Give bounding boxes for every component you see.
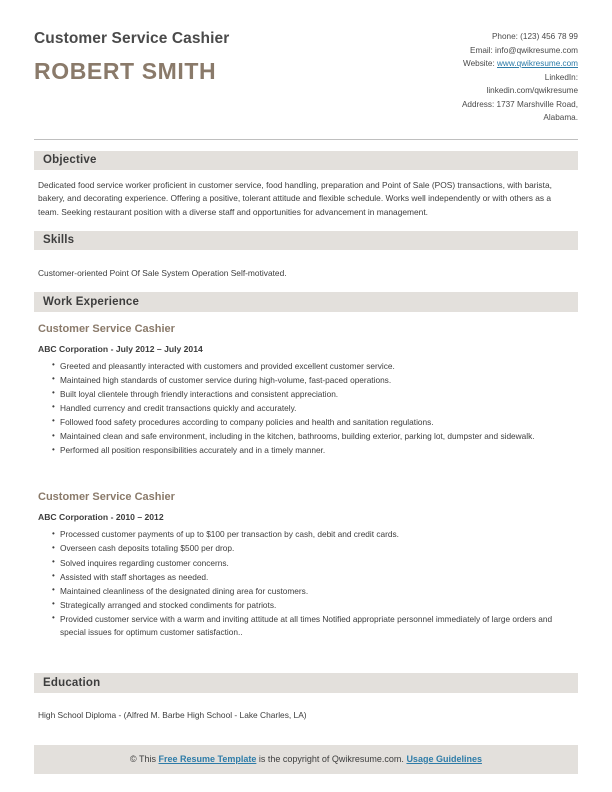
footer-middle: is the copyright of Qwikresume.com. [256, 753, 407, 764]
section-header-education [34, 673, 578, 693]
work-entry-bullets [38, 528, 574, 638]
list-item: • Maintained clean and safe environment, including in the kitchen, bathrooms, building exterior, parking lot, dumpster and sidewalk. [52, 430, 574, 443]
work-entry-company: ABC Corporation - July 2012 – July 2014 [38, 343, 203, 354]
entry-spacer [34, 458, 578, 480]
section-title-skills: Skills [43, 234, 75, 247]
list-item: • Built loyal clientele through friendly interactions and consistent appreciation. [52, 388, 574, 401]
contact-linkedin-label: LinkedIn: [544, 72, 578, 82]
list-item: • Handled currency and credit transactions quickly and accurately. [52, 402, 574, 415]
objective-text: Dedicated food service worker proficient in customer service, food handling, preparation and Point of Sale (POS) transactions, with barista, bakery, and decorating experience. Offering a positive, tolerant attitude and flexible schedule. Works well independently or with others as a team. Seeking restaurant position with a diverse staff and opportunities for advancement in management. [38, 179, 552, 217]
candidate-name: ROBERT SMITH [34, 58, 217, 84]
header-divider [34, 139, 578, 140]
section-header-skills [34, 231, 578, 250]
footer-copyright [34, 745, 578, 774]
footer-prefix: © This [130, 753, 159, 764]
list-item: • Maintained cleanliness of the designated dining area for customers. [52, 585, 574, 598]
list-item: • Strategically arranged and stocked condiments for patriots. [52, 599, 574, 612]
work-entry-role: Customer Service Cashier [38, 322, 175, 335]
list-item: • Maintained high standards of customer service during high-volume, fast-paced operations. [52, 374, 574, 387]
contact-phone: Phone: (123) 456 78 99 [491, 32, 578, 41]
list-item: • Provided customer service with a warm and inviting attitude at all times Notified appropriate personnel immediately of large orders and special issues for optimum customer satisfaction.. [52, 613, 574, 638]
free-resume-template-link[interactable]: Free Resume Template [158, 753, 257, 764]
list-item: • Processed customer payments of up to $100 per transaction by cash, debit and credit cards. [52, 528, 574, 541]
section-title-work-experience: Work Experience [43, 295, 140, 308]
page-title: Customer Service Cashier [34, 30, 230, 47]
list-item: • Greeted and pleasantly interacted with customers and provided excellent customer service. [52, 360, 574, 373]
contact-info [462, 26, 578, 125]
contact-email: Email: info@qwikresume.com [470, 45, 578, 55]
section-title-objective: Objective [43, 154, 97, 167]
education-text: High School Diploma - (Alfred M. Barbe High School - Lake Charles, LA) [38, 709, 307, 720]
contact-address-line1: Address: 1737 Marshville Road, [461, 99, 578, 109]
work-entry [38, 323, 574, 457]
work-entry [38, 491, 574, 638]
header-left [34, 26, 229, 85]
work-entry-role: Customer Service Cashier [38, 491, 175, 504]
list-item: • Overseen cash deposits totaling $500 per drop. [52, 542, 574, 555]
contact-website [462, 57, 578, 71]
usage-guidelines-link[interactable]: Usage Guidelines [406, 753, 482, 764]
contact-address-line2: Alabama. [543, 113, 578, 123]
list-item: • Assisted with staff shortages as needed. [52, 571, 574, 584]
resume-header [34, 26, 578, 125]
section-spacer [34, 640, 578, 662]
contact-linkedin-value: linkedin.com/qwikresume [486, 86, 578, 96]
work-entry-bullets [38, 360, 574, 457]
section-title-education: Education [43, 676, 101, 689]
contact-website-label: Website: [463, 59, 498, 69]
skills-text: Customer-oriented Point Of Sale System Operation Self-motivated. [38, 267, 287, 278]
list-item: • Followed food safety procedures according to company policies and health and sanitation regulations. [52, 416, 574, 429]
work-entry-company: ABC Corporation - 2010 – 2012 [38, 512, 164, 523]
section-header-objective [34, 151, 578, 170]
list-item: • Performed all position responsibilities accurately and in a timely manner. [52, 444, 574, 457]
website-link[interactable]: www.qwikresume.com [497, 59, 578, 69]
section-header-work-experience [34, 292, 578, 312]
list-item: • Solved inquires regarding customer concerns. [52, 557, 574, 570]
